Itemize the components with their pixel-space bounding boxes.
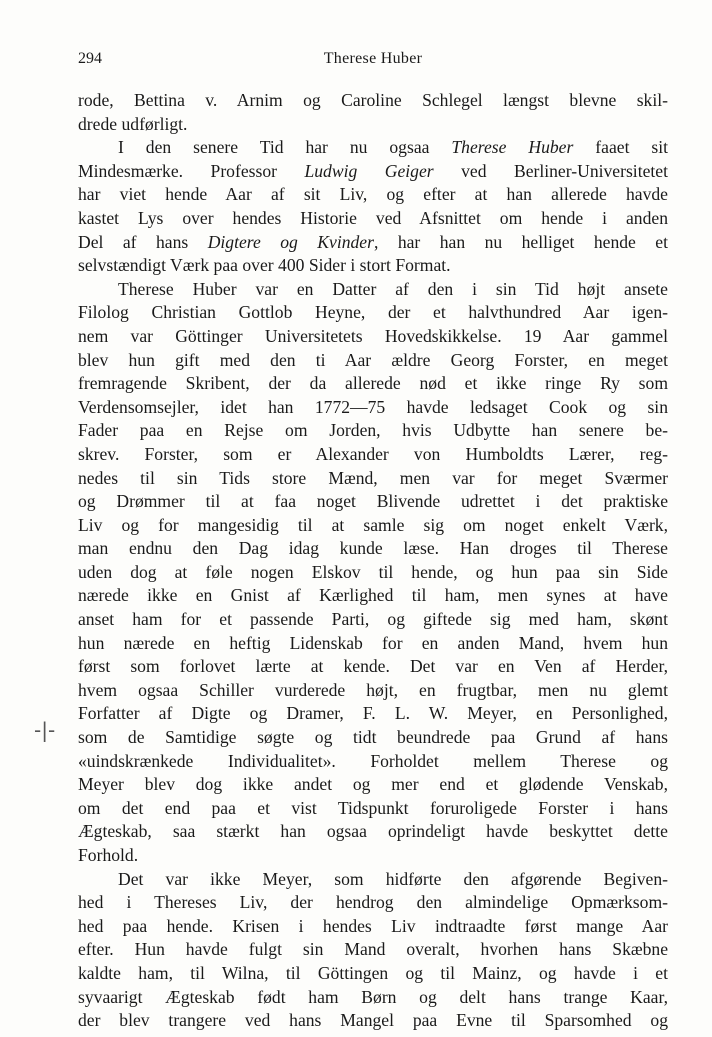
text-line: hun nærede en heftig Lidenskab for en anden Mand, hvem hun xyxy=(78,632,668,653)
text-line: Mindesmærke. Professor Ludwig Geiger ved Berliner-Universitetet xyxy=(78,160,668,181)
body-text xyxy=(78,89,668,1033)
text-line: der blev trangere ved hans Mangel paa Evne til Sparsomhed og xyxy=(78,1010,668,1031)
emphasis: Digtere og Kvinder xyxy=(207,231,374,252)
text-line: blev hun gift med den ti Aar ældre Georg Forster, en meget xyxy=(78,349,668,370)
text-line: anset ham for et passende Parti, og giftede sig med ham, skønt xyxy=(78,609,668,630)
text-line: skrev. Forster, som er Alexander von Humboldts Lærer, reg- xyxy=(78,443,668,464)
text-line: Meyer blev dog ikke andet og mer end et glødende Venskab, xyxy=(78,774,668,795)
text-line: hvem ogsaa Schiller vurderede højt, en frugtbar, men nu glemt xyxy=(78,679,668,700)
text-line: Det var ikke Meyer, som hidførte den afgørende Begiven- xyxy=(118,868,668,889)
text-line: kastet Lys over hendes Historie ved Afsnittet om hende i anden xyxy=(78,207,668,228)
text-line: man endnu den Dag idag kunde læse. Han droges til Therese xyxy=(78,538,668,559)
emphasis: Ludwig Geiger xyxy=(304,160,434,181)
text-line: hed i Thereses Liv, der hendrog den almindelige Opmærksom- xyxy=(78,892,668,913)
text-line: rode, Bettina v. Arnim og Caroline Schlegel længst blevne skil- xyxy=(78,90,668,110)
page-header xyxy=(78,50,668,74)
text-line: og Drømmer til at faa noget Blivende udrettet i det praktiske xyxy=(78,491,668,512)
emphasis: Therese Huber xyxy=(451,137,574,158)
text-line: Verdensomsejler, idet han 1772—75 havde ledsaget Cook og sin xyxy=(78,396,668,417)
text-line: Therese Huber var en Datter af den i sin Tid højt ansete xyxy=(118,278,668,299)
text-line: først som forlovet lærte at kende. Det var en Ven af Herder, xyxy=(78,656,668,677)
text-line: kaldte ham, til Wilna, til Göttingen og til Mainz, og havde i et xyxy=(78,962,668,983)
text-line: nedes til sin Tids store Mænd, men var for meget Sværmer xyxy=(78,467,668,488)
text-line: drede udførligt. xyxy=(78,113,188,134)
text-line: har viet hende Aar af sit Liv, og efter at han allerede havde xyxy=(78,184,668,205)
text-line: Del af hans Digtere og Kvinder, har han nu helliget hende et xyxy=(78,231,668,252)
text-line: selvstændigt Værk paa over 400 Sider i stort Format. xyxy=(78,255,451,276)
text-line: nem var Göttinger Universitetets Hovedskikkelse. 19 Aar gammel xyxy=(78,325,668,346)
text-line: I den senere Tid har nu ogsaa Therese Huber faaet sit xyxy=(118,137,668,158)
text-line: syvaarigt Ægteskab født ham Børn og delt hans trange Kaar, xyxy=(78,986,668,1007)
text-line: som de Samtidige søgte og tidt beundrede paa Grund af hans xyxy=(78,727,668,748)
text-line: efter. Hun havde fulgt sin Mand overalt, hvorhen hans Skæbne xyxy=(78,939,668,960)
margin-mark: -|- xyxy=(34,718,56,742)
text-line: uden dog at føle nogen Elskov til hende, og hun paa sin Side xyxy=(78,561,668,582)
text-line: Liv og for mangesidig til at samle sig om noget enkelt Værk, xyxy=(78,514,668,535)
text-line: Ægteskab, saa stærkt han ogsaa oprindeligt havde beskyttet dette xyxy=(78,821,668,842)
text-line: om det end paa et vist Tidspunkt foruroligede Forster i hans xyxy=(78,797,668,818)
text-line: Filolog Christian Gottlob Heyne, der et halvthundred Aar igen- xyxy=(78,302,668,323)
text-line: «uindskrænkede Individualitet». Forholdet mellem Therese og xyxy=(78,750,668,771)
text-line: Forhold. xyxy=(78,845,139,865)
page-number: 294 xyxy=(78,50,102,67)
text-line: hed paa hende. Krisen i hendes Liv indtraadte først mange Aar xyxy=(78,915,668,936)
running-title: Therese Huber xyxy=(323,50,423,67)
text-line: nærede ikke en Gnist af Kærlighed til ham, men synes at have xyxy=(78,585,668,606)
text-line: fremragende Skribent, der da allerede nød et ikke ringe Ry som xyxy=(78,373,668,394)
text-line: Forfatter af Digte og Dramer, F. L. W. Meyer, en Personlighed, xyxy=(78,703,668,724)
text-line: Fader paa en Rejse om Jorden, hvis Udbytte han senere be- xyxy=(78,420,668,441)
